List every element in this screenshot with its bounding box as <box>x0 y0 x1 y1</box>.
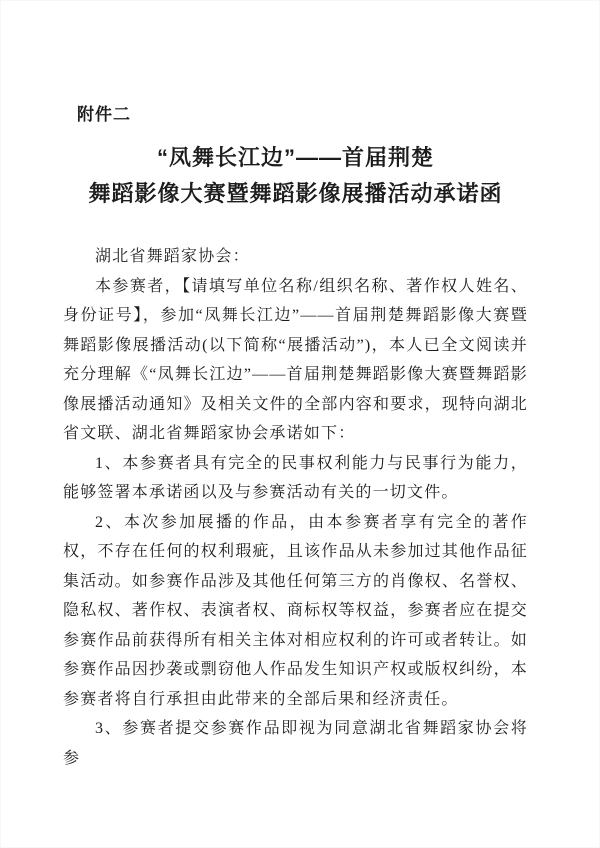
document-body <box>63 242 528 773</box>
attachment-label: 附件二 <box>77 105 131 124</box>
salutation: 湖北省舞蹈家协会： <box>95 248 250 265</box>
document-title <box>63 140 528 212</box>
body-paragraph-intro: 本参赛者，【请填写单位名称/组织名称、著作权人姓名、身份证号】，参加“凤舞长江边”——首届荆楚舞蹈影像大赛暨舞蹈影像展播活动(以下简称“展播活动”)，本人已全文阅读并充分理解《“凤舞长江边”——首届荆楚舞蹈影像大赛暨舞蹈影像展播活动通知》及相关文件的全部内容和要求，现特向湖北省文联、湖北省舞蹈家协会承诺如下： <box>63 277 528 442</box>
body-paragraph-item-1: 1、本参赛者具有完全的民事权利能力与民事行为能力，能够签署本承诺函以及与参赛活动有关的一切文件。 <box>63 454 528 501</box>
document-title-line2: 舞蹈影像大赛暨舞蹈影像展播活动承诺函 <box>88 181 503 206</box>
body-paragraph-item-3-partial: 3、参赛者提交参赛作品即视为同意湖北省舞蹈家协会将参 <box>63 720 528 767</box>
document-title-line1: “凤舞长江边”——首届荆楚 <box>156 145 434 170</box>
body-paragraph-item-2: 2、本次参加展播的作品，由本参赛者享有完全的著作权，不存在任何的权利瑕疵，且该作品从未参加过其他作品征集活动。如参赛作品涉及其他任何第三方的肖像权、名誉权、隐私权、著作权、表演者权、商标权等权益，参赛者应在提交参赛作品前获得所有相关主体对相应权利的许可或者转让。如参赛作品因抄袭或剽窃他人作品发生知识产权或版权纠纷，本参赛者将自行承担由此带来的全部后果和经济责任。 <box>63 513 528 708</box>
